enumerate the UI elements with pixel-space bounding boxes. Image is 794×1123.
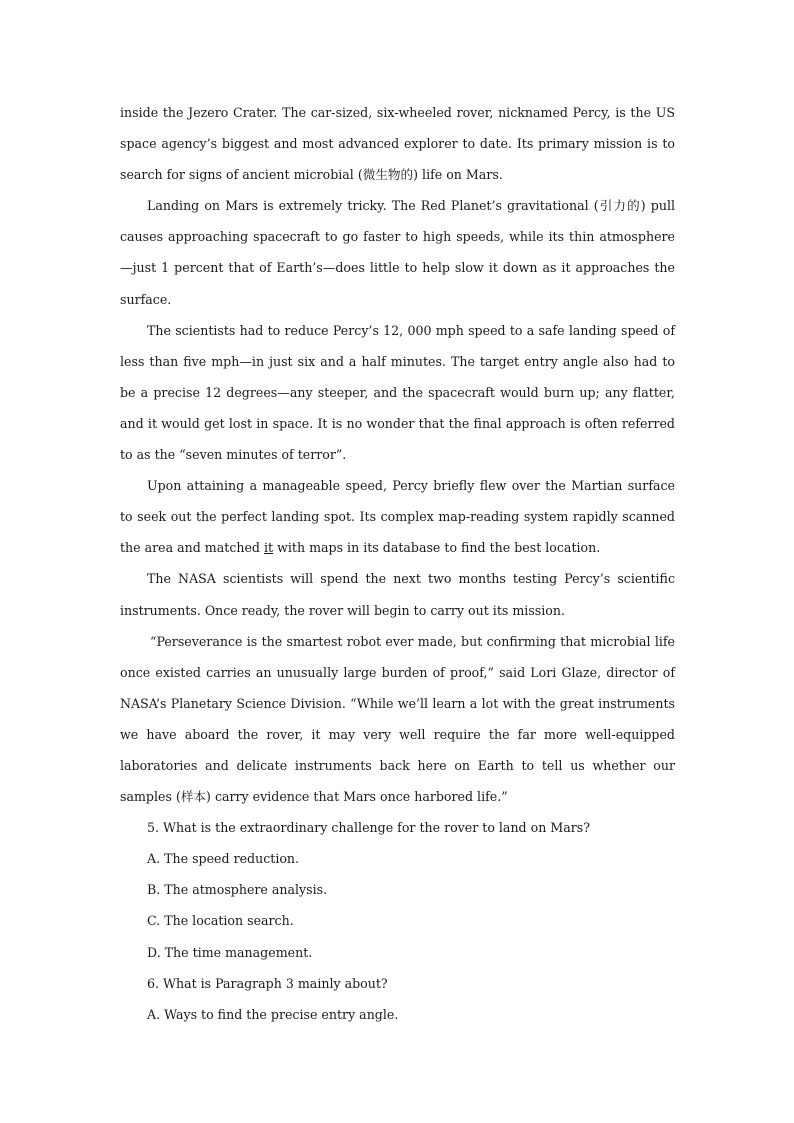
question-5-option-d: D. The time management. xyxy=(147,944,313,960)
question-5-option-b: B. The atmosphere analysis. xyxy=(147,882,328,898)
paragraph-testing: The NASA scientists will spend the next two months testing Percy’s scientific instruments. Once ready, the rover will begin to carry out its mission. xyxy=(120,571,675,618)
question-5-stem: 5. What is the extraordinary challenge for the rover to land on Mars? xyxy=(147,820,590,836)
paragraph-landing-spot xyxy=(120,470,675,563)
paragraph-landing-spot-text-2: with maps in its database to find the best location. xyxy=(273,540,601,556)
question-5-option-c: C. The location search. xyxy=(147,913,294,929)
paragraph-speed: The scientists had to reduce Percy’s 12, 000 mph speed to a safe landing speed of less than five mph—in just six and a half minutes. The target entry angle also had to be a precise 12 degrees—any steeper, and the spacecraft would burn up; any flatter, and it would get lost in space. It is no wonder that the final approach is often referred to as the “seven minutes of terror”. xyxy=(120,322,675,463)
paragraph-intro: inside the Jezero Crater. The car-sized, six-wheeled rover, nicknamed Percy, is the US space agency’s biggest and most advanced explorer to date. Its primary mission is to search for signs of ancient microbial (微生物的) life on Mars. xyxy=(120,105,675,183)
paragraph-landing: Landing on Mars is extremely tricky. The Red Planet’s gravitational (引力的) pull causes approaching spacecraft to go faster to high speeds, while its thin atmosphere—just 1 percent that of Earth’s—does little to help slow it down as it approaches the surface. xyxy=(120,198,675,307)
question-5 xyxy=(120,812,675,967)
paragraph-quote: “Perseverance is the smartest robot ever made, but confirming that microbial life once existed carries an unusually large burden of proof,” said Lori Glaze, director of NASA’s Planetary Science Division. “While we’ll learn a lot with the great instruments we have aboard the rover, it may very well require the far more well-equipped laboratories and delicate instruments back here on Earth to tell us whether our samples (样本) carry evidence that Mars once harbored life.” xyxy=(120,633,675,805)
question-6-stem: 6. What is Paragraph 3 mainly about? xyxy=(147,975,388,991)
question-5-option-a: A. The speed reduction. xyxy=(147,851,300,867)
paragraph-landing-spot-text-1: Upon attaining a manageable speed, Percy briefly flew over the Martian surface to seek out the perfect landing spot. Its complex map-reading system rapidly scanned the area and matched xyxy=(120,478,675,556)
question-6 xyxy=(120,968,675,1030)
document-page xyxy=(120,97,675,1030)
question-6-option-a: A. Ways to find the precise entry angle. xyxy=(147,1006,399,1022)
underlined-word-it: it xyxy=(264,540,274,556)
